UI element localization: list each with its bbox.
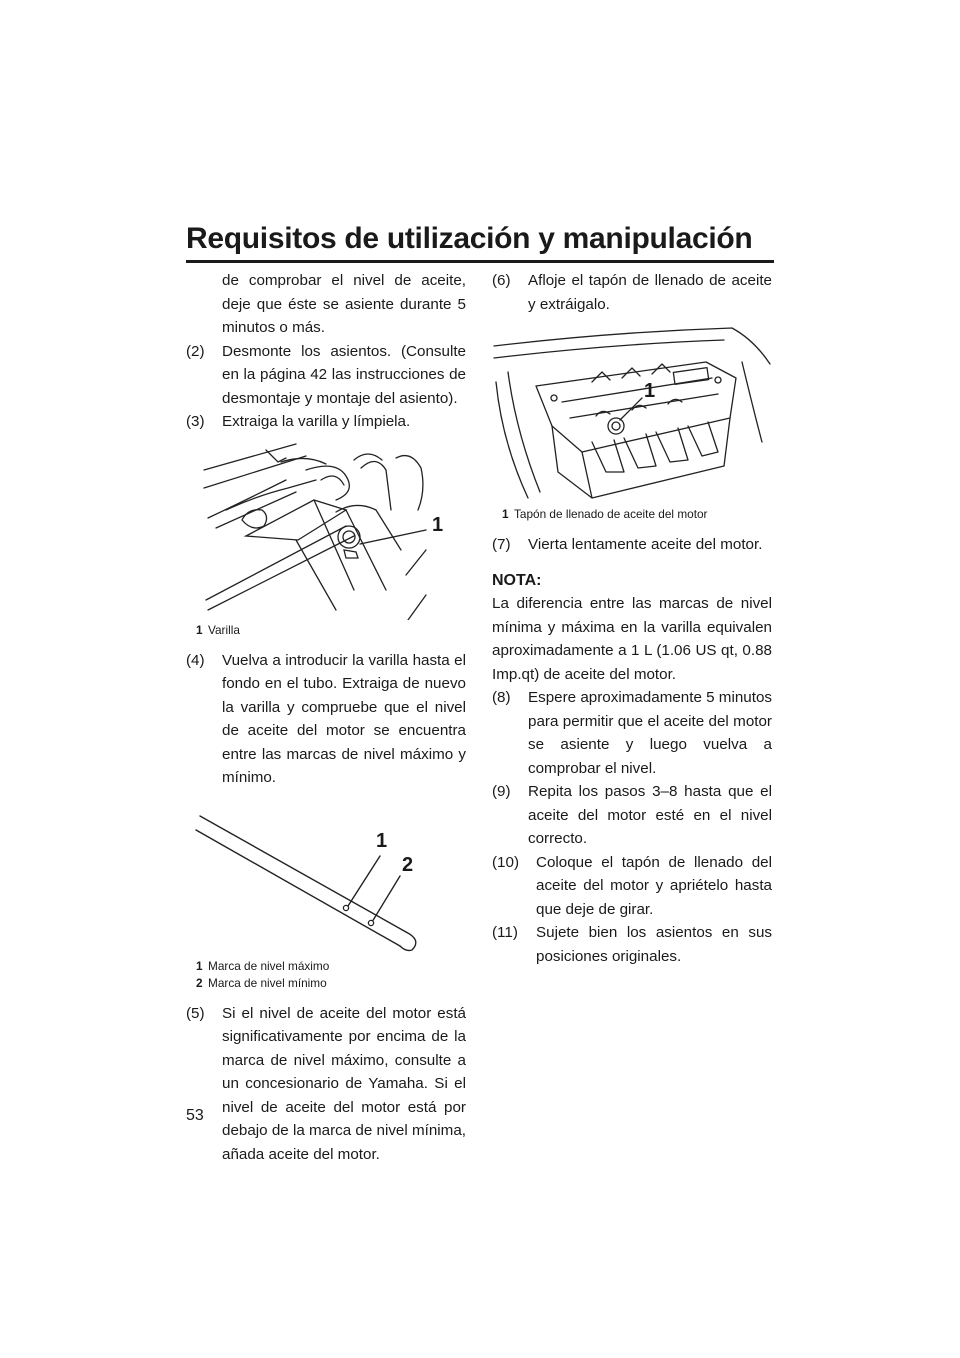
step-text: Afloje el tapón de llenado de aceite y extráigalo. — [528, 272, 772, 313]
figure-dipstick-location — [186, 440, 466, 620]
page-title: Requisitos de utilización y manipulación — [186, 222, 753, 255]
figure-3-legend — [502, 506, 772, 523]
step-number: (3) — [186, 413, 205, 430]
dipstick-location-illustration — [186, 440, 456, 620]
step-text: Desmonte los asientos. (Consulte en la página 42 las instrucciones de desmontaje y montaje del asiento). — [222, 342, 466, 407]
step-text: Vierta lentamente aceite del motor. — [528, 536, 763, 553]
right-column — [492, 269, 772, 968]
figure-oil-filler-cap — [492, 322, 772, 504]
step-9 — [492, 780, 772, 851]
legend-key: 2 — [196, 975, 203, 990]
step-number: (6) — [492, 272, 511, 289]
step-4 — [186, 649, 466, 790]
oil-filler-cap-illustration — [492, 322, 774, 504]
callout-1: 1 — [432, 513, 444, 536]
dipstick-marks-illustration — [186, 796, 456, 956]
step-number: (5) — [186, 1004, 205, 1022]
step-3 — [186, 410, 466, 434]
step-8 — [492, 686, 772, 780]
legend-key: 1 — [196, 622, 203, 637]
step-7 — [492, 533, 772, 557]
step-number: (8) — [492, 689, 511, 706]
callout-1: 1 — [376, 829, 388, 852]
step-text: Si el nivel de aceite del motor está significativamente por encima de la marca de nivel máximo, consulte a un concesionario de Yamaha. Si el nivel de aceite del motor está por debajo de la marca de nivel mínima, añada aceite del motor. — [222, 1004, 466, 1163]
step-text: Vuelva a introducir la varilla hasta el fondo en el tubo. Extraiga de nuevo la varilla y compruebe que el nivel de aceite del motor se encuentra entre las marcas de nivel máximo y mínimo. — [222, 651, 466, 786]
step-text: Espere aproximadamente 5 minutos para permitir que el aceite del motor se asiente y luego vuelva a comprobar el nivel. — [528, 689, 772, 777]
legend-item — [502, 506, 772, 523]
step-6 — [492, 269, 772, 316]
legend-label: Varilla — [208, 622, 240, 637]
step-number: (10) — [492, 853, 520, 871]
step-text: Sujete bien los asientos en sus posiciones originales. — [536, 924, 772, 965]
step-text: Extraiga la varilla y límpiela. — [222, 413, 411, 430]
callout-1: 1 — [644, 380, 656, 402]
step-number: (2) — [186, 342, 205, 360]
legend-item — [196, 975, 466, 992]
legend-key: 1 — [502, 507, 509, 521]
legend-key: 1 — [196, 958, 203, 973]
callout-2: 2 — [402, 853, 414, 876]
step-number: (11) — [492, 924, 518, 941]
step-2 — [186, 340, 466, 411]
nota-title: NOTA: — [492, 571, 542, 589]
step-11 — [492, 921, 772, 968]
step-number: (7) — [492, 536, 511, 553]
page-number: 53 — [186, 1107, 204, 1124]
left-column — [186, 269, 466, 1166]
step-text: Repita los pasos 3–8 hasta que el aceite del motor esté en el nivel correcto. — [528, 783, 772, 847]
step-5 — [186, 1002, 466, 1167]
figure-dipstick-marks — [186, 796, 466, 956]
legend-label: Marca de nivel mínimo — [208, 975, 327, 990]
step-number: (4) — [186, 651, 205, 669]
step-text: Coloque el tapón de llenado del aceite del motor y apriételo hasta que deje de girar. — [536, 853, 772, 918]
nota-text: La diferencia entre las marcas de nivel mínima y máxima en la varilla equivalen aproximadamente a 1 L (1.06 US qt, 0.88 Imp.qt) de aceite del motor. — [492, 595, 772, 683]
step-number: (9) — [492, 783, 511, 800]
legend-label: Tapón de llenado de aceite del motor — [514, 507, 708, 521]
title-rule — [186, 260, 774, 263]
figure-1-legend — [196, 622, 466, 639]
legend-item — [196, 958, 466, 975]
legend-item — [196, 622, 466, 639]
figure-2-legend — [196, 958, 466, 992]
step-10 — [492, 851, 772, 922]
legend-label: Marca de nivel máximo — [208, 958, 330, 973]
intro-text: de comprobar el nivel de aceite, deje que éste se asiente durante 5 minutos o más. — [222, 272, 466, 336]
